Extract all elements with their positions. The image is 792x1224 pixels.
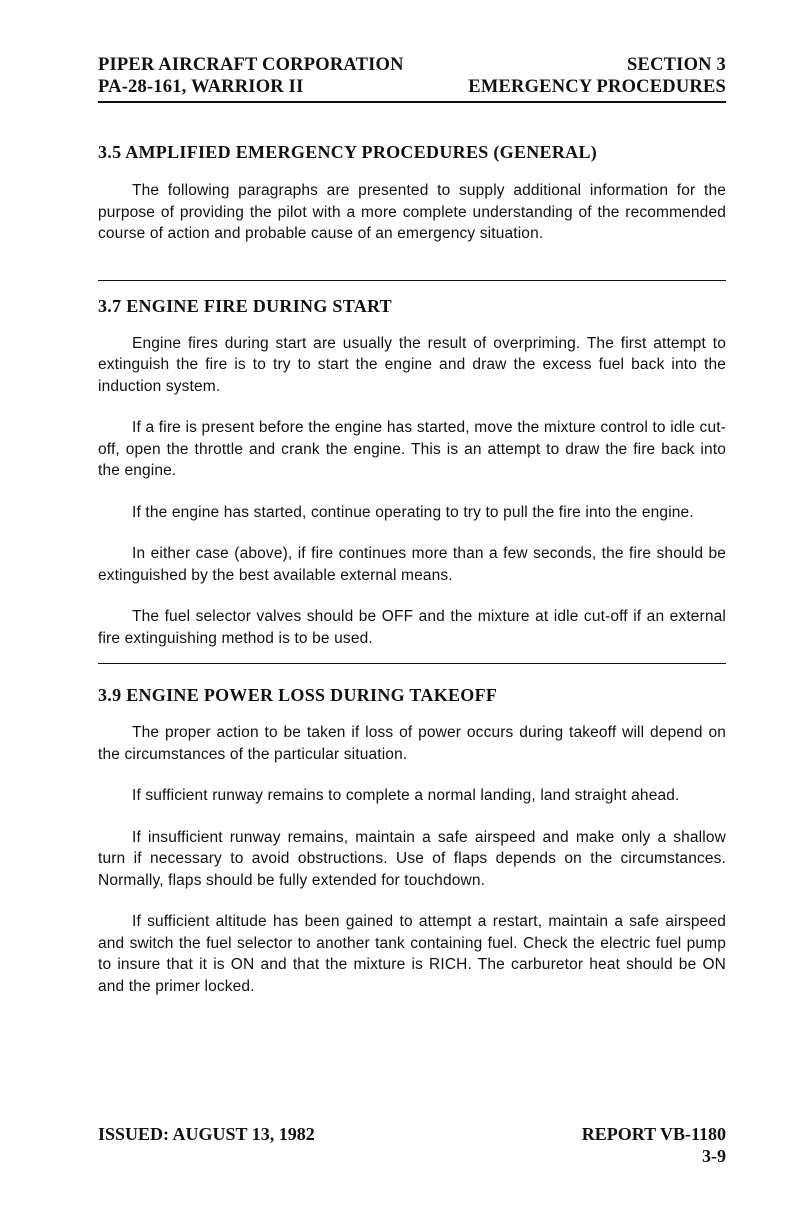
report-number: REPORT VB-1180 [581,1124,726,1144]
paragraph: The fuel selector valves should be OFF and the mixture at idle cut-off if an external fire extinguishing method is to be used. [98,608,726,647]
paragraph: If insufficient runway remains, maintain a safe airspeed and make only a shallow turn if necessary to avoid obstructions. Use of flaps depends on the circumstances. Normally, flaps should be fully extended for touchdown. [98,828,726,889]
page-footer [98,1123,726,1167]
section-heading: 3.5 AMPLIFIED EMERGENCY PROCEDURES (GENERAL) [98,142,598,162]
header-model: PA-28-161, WARRIOR II [98,77,304,97]
page-header [98,54,726,103]
manual-page [98,54,726,997]
section-divider [98,663,726,664]
paragraph: Engine fires during start are usually the result of overpriming. The first attempt to extinguish the fire is to try to start the engine and draw the excess fuel back into the induction system. [98,334,726,395]
section-3-5 [98,141,726,245]
section-divider [98,280,726,281]
header-divider [98,101,726,103]
paragraph: If a fire is present before the engine has started, move the mixture control to idle cut-off, open the throttle and crank the engine. This is an attempt to draw the fire back into the engine. [98,419,726,479]
paragraph: The proper action to be taken if loss of power occurs during takeoff will depend on the circumstances of the particular situation. [98,724,726,763]
header-row-1 [98,54,726,76]
paragraph: If the engine has started, continue operating to try to pull the fire into the engine. [132,503,694,521]
paragraph: The following paragraphs are presented to supply additional information for the purpose of providing the pilot with a more complete understanding of the recommended course of action and probable cause of an emergency situation. [98,182,726,242]
paragraph: In either case (above), if fire continues more than a few seconds, the fire should be extinguished by the best available external means. [98,545,726,584]
section-3-7 [98,295,726,650]
issued-date: ISSUED: AUGUST 13, 1982 [98,1124,315,1144]
page-number: 3-9 [702,1146,726,1166]
header-row-2 [98,76,726,98]
section-heading: 3.9 ENGINE POWER LOSS DURING TAKEOFF [98,685,498,705]
paragraph: If sufficient runway remains to complete a normal landing, land straight ahead. [132,787,680,804]
section-heading: 3.7 ENGINE FIRE DURING START [98,295,392,316]
header-section-number: SECTION 3 [627,55,726,75]
footer-row [98,1123,726,1145]
header-section-title: EMERGENCY PROCEDURES [468,77,726,97]
section-3-9 [98,684,726,997]
paragraph: If sufficient altitude has been gained to attempt a restart, maintain a safe airspeed and switch the fuel selector to another tank containing fuel. Check the electric fuel pump to insure that it is ON and that the mixture is RICH. The carburetor heat should be ON and the primer locked. [98,913,726,995]
header-company: PIPER AIRCRAFT CORPORATION [98,55,404,75]
